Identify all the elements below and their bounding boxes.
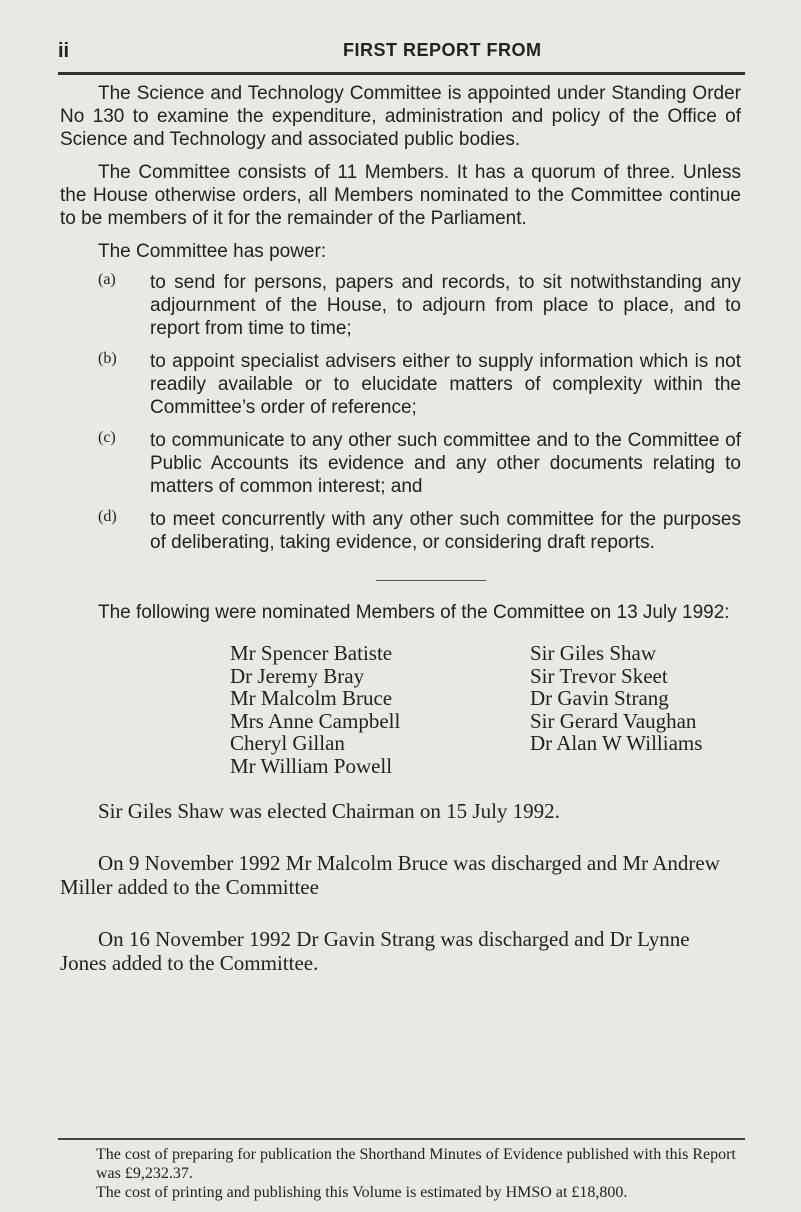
power-text: to send for persons, papers and records, to sit notwithstanding any adjournment of the House, to adjourn from place to place, and to report from time to time;: [150, 272, 741, 339]
member-name: Sir Gerard Vaughan: [530, 708, 697, 733]
power-text: to communicate to any other such committee and to the Committee of Public Accounts its evidence and any other documents relating to matters of common interest; and: [150, 430, 741, 497]
power-item: [60, 350, 741, 419]
power-item: [60, 508, 741, 554]
member-name: Dr Jeremy Bray: [230, 663, 365, 688]
member-name: Sir Giles Shaw: [530, 641, 656, 665]
nomination-statement: The following were nominated Members of the Committee on 13 July 1992:: [98, 602, 730, 623]
power-item: [60, 429, 741, 498]
member-name: Cheryl Gillan: [230, 731, 345, 755]
page-body: [60, 82, 741, 1003]
member-name: Mr William Powell: [230, 753, 393, 778]
section-divider: [376, 580, 486, 581]
membership-change: On 16 November 1992 Dr Gavin Strang was discharged and Dr Lynne Jones added to the Committee.: [60, 927, 690, 975]
power-label: (a): [98, 271, 116, 288]
member-name: Mr Spencer Batiste: [230, 641, 393, 665]
membership-change: On 9 November 1992 Mr Malcolm Bruce was discharged and Mr Andrew Miller added to the Committee: [60, 851, 720, 899]
chairman-statement: Sir Giles Shaw was elected Chairman on 15 July 1992.: [98, 799, 560, 823]
intro-paragraph: The Committee consists of 11 Members. It has a quorum of three. Unless the House otherwise orders, all Members nominated to the Committee continue to be members of it for the remainder of the Parliament.: [60, 162, 741, 229]
member-name: Mrs Anne Campbell: [230, 708, 401, 733]
powers-intro: The Committee has power:: [98, 241, 327, 262]
cost-notes: [96, 1145, 745, 1202]
member-name: Mr Malcolm Bruce: [230, 686, 393, 710]
cost-note: The cost of printing and publishing this Volume is estimated by HMSO at £18,800.: [96, 1184, 628, 1201]
running-head: FIRST REPORT FROM: [343, 40, 542, 60]
power-label: (b): [98, 350, 117, 367]
power-item: [60, 271, 741, 340]
member-list: [230, 642, 741, 777]
member-name: Sir Trevor Skeet: [530, 663, 668, 688]
member-name: Dr Gavin Strang: [530, 686, 669, 710]
intro-paragraph: The Science and Technology Committee is appointed under Standing Order No 130 to examine the expenditure, administration and policy of the Office of Science and Technology and associated public bodies.: [60, 83, 741, 150]
page-header: [58, 40, 745, 75]
power-text: to meet concurrently with any other such committee for the purposes of deliberating, taking evidence, or considering draft reports.: [150, 509, 741, 553]
footer-divider: [58, 1138, 745, 1140]
page-number: ii: [58, 40, 70, 62]
power-label: (c): [98, 429, 116, 446]
power-text: to appoint specialist advisers either to supply information which is not readily available or to elucidate matters of complexity within the Committee’s order of reference;: [150, 351, 741, 418]
member-name: Dr Alan W Williams: [530, 731, 703, 755]
power-label: (d): [98, 508, 117, 525]
cost-note: The cost of preparing for publication the Shorthand Minutes of Evidence published with this Report was £9,232.37.: [96, 1146, 736, 1182]
